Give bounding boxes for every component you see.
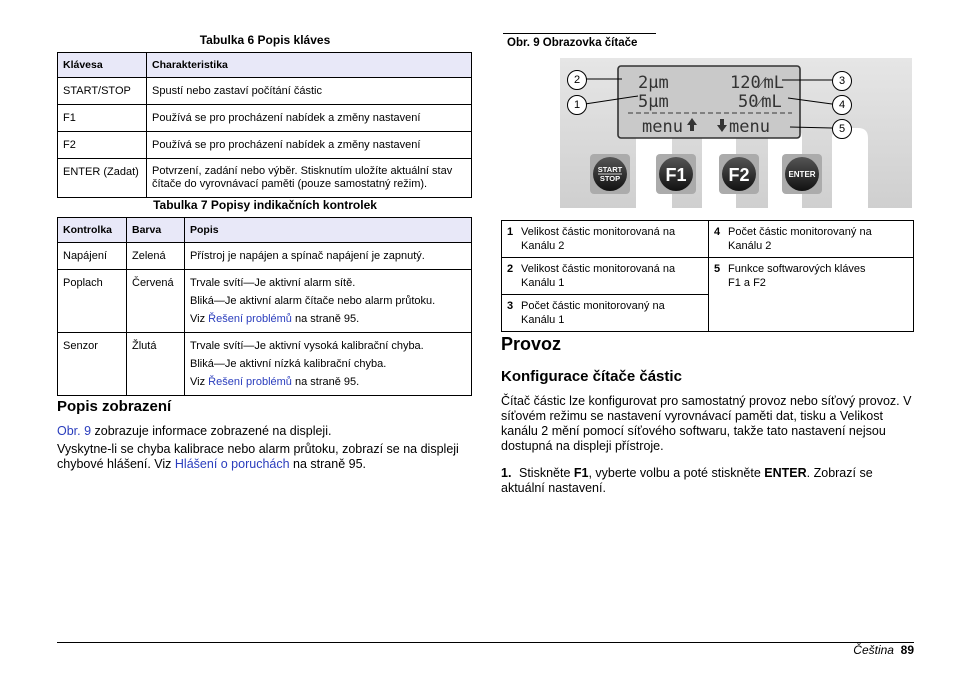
table-header: Kontrolka xyxy=(58,218,127,243)
callout-2: 2 xyxy=(567,70,587,90)
keys-table xyxy=(57,52,472,198)
section-heading-display: Popis zobrazení xyxy=(57,398,172,415)
table7-caption: Tabulka 7 Popisy indikačních kontrolek xyxy=(153,198,377,212)
table-row xyxy=(502,258,914,295)
description-line: Bliká—Je aktivní alarm čítače nebo alarm průtoku. xyxy=(190,295,436,307)
ref-prefix: Viz xyxy=(190,376,209,388)
step-text: , vyberte volbu a poté stiskněte xyxy=(588,466,765,480)
page-footer xyxy=(853,643,914,657)
table-cell xyxy=(185,333,472,396)
lcd-row2-left: 5µm xyxy=(638,92,669,112)
display-paragraph-2 xyxy=(57,442,477,472)
ref-suffix: na straně 95. xyxy=(291,313,360,325)
table-header: Charakteristika xyxy=(147,53,472,78)
step-number: 1. xyxy=(501,466,512,480)
legend-text: Velikost částic monitorovaná na Kanálu 1 xyxy=(521,263,676,289)
enter-key-label: ENTER xyxy=(788,170,816,179)
table-cell: F1 xyxy=(58,105,147,132)
config-paragraph: Čítač částic lze konfigurovat pro samostatný provoz nebo síťový provoz. V síťovém režimu se nastavení vyrovnávací paměti dat, tisku a Velikost kanálu 2 mění pomocí síťového softwaru, takže tato nastavení nejsou dostupná na displeji přístroje. xyxy=(501,394,912,453)
error-messages-link[interactable]: Hlášení o poruchách xyxy=(174,457,290,471)
paragraph-text: na straně 95. xyxy=(289,457,367,471)
table-header: Popis xyxy=(185,218,472,243)
table-row xyxy=(58,78,472,105)
description-line: Přístroj je napájen a spínač napájení je zapnutý. xyxy=(190,250,425,262)
stop-key-label: STOP xyxy=(599,174,621,183)
description-line: Trvale svítí—Je aktivní alarm sítě. xyxy=(190,277,356,289)
legend-text: Počet částic monitorovaný na Kanálu 2 xyxy=(728,226,872,252)
legend-item xyxy=(709,258,914,332)
step-key-enter: ENTER xyxy=(764,466,807,480)
legend-item xyxy=(502,295,709,332)
indicator-table xyxy=(57,217,472,396)
table-row xyxy=(58,132,472,159)
lcd-row3-right: menu xyxy=(729,117,770,137)
lcd-row1-left: 2µm xyxy=(638,73,669,93)
counter-display-illustration xyxy=(560,58,912,208)
subsection-heading-config: Konfigurace čítače částic xyxy=(501,368,682,385)
figure-legend-table xyxy=(501,220,914,332)
footer-rule xyxy=(57,642,914,643)
section-heading-provoz: Provoz xyxy=(501,334,562,354)
legend-item xyxy=(502,221,709,258)
callout-1: 1 xyxy=(567,95,587,115)
description-line: Bliká—Je aktivní nízká kalibrační chyba. xyxy=(190,358,387,370)
table-cell: ENTER (Zadat) xyxy=(58,159,147,198)
table-cell xyxy=(185,243,472,270)
table-row xyxy=(58,105,472,132)
legend-number: 1 xyxy=(507,226,514,238)
display-paragraph-1 xyxy=(57,424,477,439)
step-text: . Zobrazí se aktuální nastavení. xyxy=(501,466,873,495)
legend-text: Počet částic monitorovaný na Kanálu 1 xyxy=(521,300,665,326)
table-cell: START/STOP xyxy=(58,78,147,105)
legend-number: 3 xyxy=(507,300,514,312)
table-cell: Napájení xyxy=(58,243,127,270)
step-1 xyxy=(501,466,913,496)
table-row xyxy=(58,243,472,270)
paragraph-text: Vyskytne-li se chyba kalibrace nebo alarm průtoku, zobrazí se na displeji chybové hlášení. Viz xyxy=(57,442,459,471)
table-header: Klávesa xyxy=(58,53,147,78)
step-key-f1: F1 xyxy=(573,466,589,480)
table-cell: Žlutá xyxy=(127,333,185,396)
callout-4: 4 xyxy=(832,95,852,115)
lcd-row2-right: 50⁄mL xyxy=(738,92,782,112)
table-cell: Používá se pro procházení nabídek a změny nastavení xyxy=(147,132,472,159)
page-number: 89 xyxy=(900,643,914,657)
table-cell: Červená xyxy=(127,270,185,333)
f1-key-label: F1 xyxy=(665,165,687,185)
f2-key-label: F2 xyxy=(728,165,750,185)
table-cell: Senzor xyxy=(58,333,127,396)
table-cell: F2 xyxy=(58,132,147,159)
lcd-row1-right: 120⁄mL xyxy=(730,73,785,93)
ref-prefix: Viz xyxy=(190,313,209,325)
legend-text: Velikost částic monitorovaná na Kanálu 2 xyxy=(521,226,676,252)
callout-3: 3 xyxy=(832,71,852,91)
legend-item xyxy=(709,221,914,258)
ref-suffix: na straně 95. xyxy=(291,376,360,388)
table-cell: Používá se pro procházení nabídek a změny nastavení xyxy=(147,105,472,132)
figure9-caption: Obr. 9 Obrazovka čítače xyxy=(507,37,638,49)
callout-5: 5 xyxy=(832,119,852,139)
step-text: Stiskněte xyxy=(519,466,574,480)
figure-rule xyxy=(503,33,656,34)
table-cell: Spustí nebo zastaví počítání částic xyxy=(147,78,472,105)
table-cell: Potvrzení, zadání nebo výběr. Stisknutím uložíte aktuální stav čítače do vyrovnávací paměti (pouze samostatný režim). xyxy=(147,159,472,198)
paragraph-text: zobrazuje informace zobrazené na displeji. xyxy=(91,424,332,438)
table-row xyxy=(58,333,472,396)
legend-text: Funkce softwarových kláves F1 a F2 xyxy=(728,263,866,289)
figure-link[interactable]: Obr. 9 xyxy=(57,424,92,438)
table-header: Barva xyxy=(127,218,185,243)
legend-number: 2 xyxy=(507,263,514,275)
troubleshooting-link[interactable]: Řešení problémů xyxy=(208,376,292,388)
table-cell xyxy=(185,270,472,333)
table-row xyxy=(502,221,914,258)
table-cell: Poplach xyxy=(58,270,127,333)
legend-number: 4 xyxy=(714,226,721,238)
start-key-label: START xyxy=(597,165,623,174)
legend-item xyxy=(502,258,709,295)
table-row xyxy=(58,159,472,198)
table-cell: Zelená xyxy=(127,243,185,270)
troubleshooting-link[interactable]: Řešení problémů xyxy=(208,313,292,325)
description-line: Trvale svítí—Je aktivní vysoká kalibrační chyba. xyxy=(190,340,424,352)
legend-number: 5 xyxy=(714,263,721,275)
table6-caption: Tabulka 6 Popis kláves xyxy=(199,33,331,47)
footer-language: Čeština xyxy=(853,643,894,657)
lcd-row3-left: menu xyxy=(642,117,683,137)
table-row xyxy=(58,270,472,333)
